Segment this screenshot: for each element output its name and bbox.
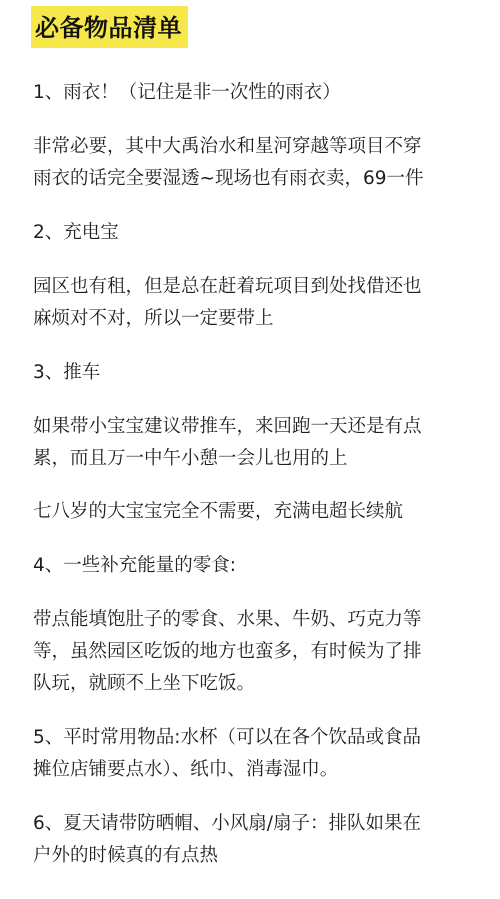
item-4-body: 带点能填饱肚子的零食、水果、牛奶、巧克力等 等，虽然园区吃饭的地方也蛮多，有时候为了排 队玩，就顾不上坐下吃饭。 [33,609,422,694]
item-2-heading: 2、充电宝 [33,222,119,243]
item-1-heading: 1、雨衣！（记住是非一次性的雨衣） [33,82,341,103]
item-6-body: 6、夏天请带防晒帽、小风扇/扇子：排队如果在 户外的时候真的有点热 [33,813,422,866]
item-5-body: 5、平时常用物品:水杯（可以在各个饮品或食品 摊位店铺要点水）、纸巾、消毒湿巾。 [33,727,422,780]
item-4-heading: 4、一些补充能量的零食: [33,555,237,576]
item-3-note: 七八岁的大宝宝完全不需要，充满电超长续航 [33,501,404,522]
item-1-body: 非常必要，其中大禹治水和星河穿越等项目不穿 雨衣的话完全要湿透~现场也有雨衣卖，69一件 [33,136,424,189]
page-title: 必备物品清单 [31,6,188,48]
item-3-body: 如果带小宝宝建议带推车，来回跑一天还是有点 累，而且万一中午小憩一会儿也用的上 [33,416,422,469]
item-2-body: 园区也有租，但是总在赶着玩项目到处找借还也 麻烦对不对，所以一定要带上 [33,276,422,329]
item-3-heading: 3、推车 [33,362,101,383]
